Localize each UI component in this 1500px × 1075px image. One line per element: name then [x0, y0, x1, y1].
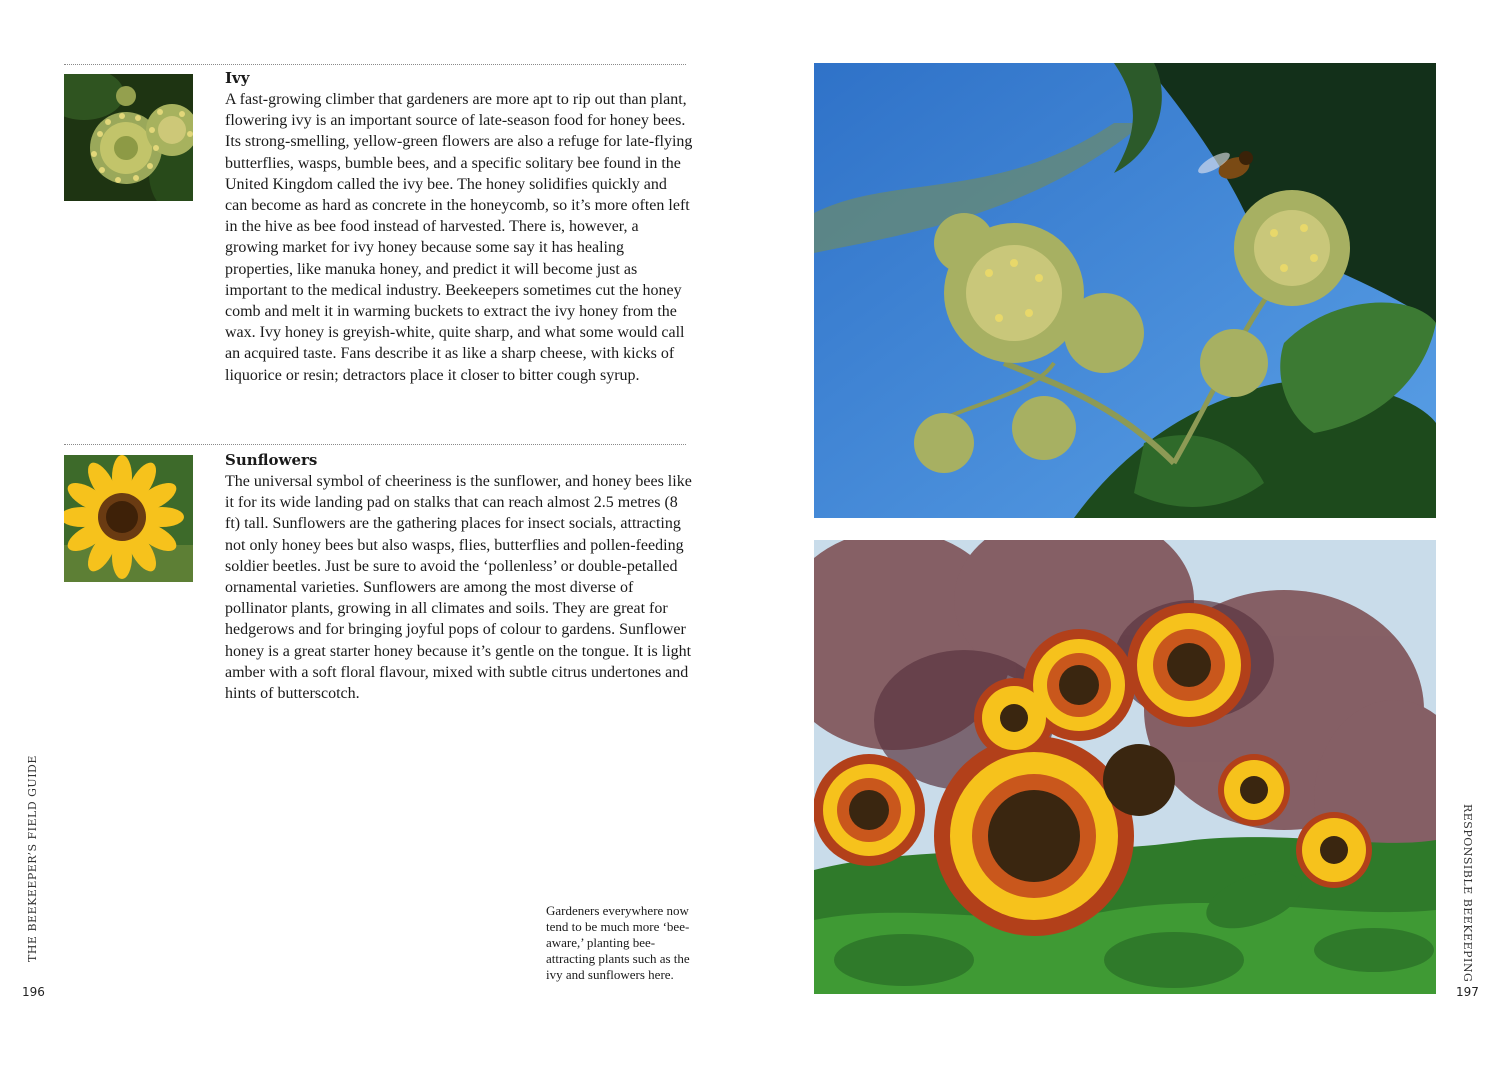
page-number-left: 196	[22, 985, 45, 999]
ivy-title: Ivy	[225, 69, 250, 87]
sunflowers-title: Sunflowers	[225, 451, 318, 469]
entry-divider-ivy	[64, 64, 686, 65]
sunflowers-photo	[814, 540, 1436, 994]
ivy-entry	[225, 68, 693, 386]
ivy-photo	[814, 63, 1436, 518]
ivy-thumbnail	[64, 74, 193, 201]
ivy-description: A fast-growing climber that gardeners are more apt to rip out than plant, flowering ivy is an important source of late-season food for honey bees. Its strong-smelling, yellow-green flowers are also a refuge for late-flying butterflies, wasps, bumble bees, and a specific solitary bee found in the United Kingdom called the ivy bee. The honey solidifies quickly and can become as hard as concrete in the honeycomb, so it’s more often left in the hive as bee food instead of harvested. There is, however, a growing market for ivy honey because some say it has healing properties, like manuka honey, and predict it will become just as important to the medical industry. Beekeepers sometimes cut the honey comb and melt it in warming buckets to extract the ivy honey from the wax. Ivy honey is greyish-white, quite sharp, and what some would call an acquired taste. Fans describe it as like a sharp cheese, with kicks of liquorice or resin; detractors place it closer to bitter cough syrup.	[225, 91, 693, 384]
running-head-right: RESPONSIBLE BEEKEEPING	[1461, 804, 1474, 983]
photo-caption: Gardeners everywhere now tend to be much more ‘bee-aware,’ planting bee-attracting plants such as the ivy and sunflowers here.	[546, 903, 690, 982]
sunflowers-description: The universal symbol of cheeriness is the sunflower, and honey bees like it for its wide landing pad on stalks that can reach almost 2.5 metres (8 ft) tall. Sunflowers are the gathering places for insect socials, attracting not only honey bees but also wasps, flies, butterflies and pollen-feeding soldier beetles. Just be sure to avoid the ‘pollenless’ or double-petalled ornamental varieties. Sunflowers are among the most diverse of pollinator plants, growing in all climates and soils. They are great for hedgerows and for bringing joyful pops of colour to gardens. Sunflower honey is a great starter honey because it’s gentle on the tongue. It is light amber with a soft floral flavour, mixed with subtle citrus undertones and hints of butterscotch.	[225, 473, 692, 703]
sunflower-thumbnail	[64, 455, 193, 582]
sunflowers-entry	[225, 450, 693, 704]
page-number-right: 197	[1456, 985, 1479, 999]
running-head-left: THE BEEKEEPER’S FIELD GUIDE	[26, 755, 39, 962]
entry-divider-sunflowers	[64, 444, 686, 445]
